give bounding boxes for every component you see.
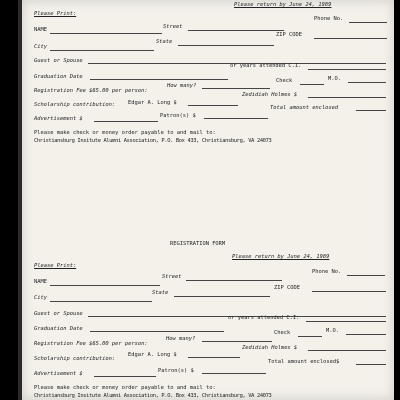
- how-many-label: How many?: [167, 83, 197, 89]
- check-label: Check: [276, 78, 293, 84]
- city-field[interactable]: [50, 301, 152, 302]
- total-enclosed-field[interactable]: [356, 110, 386, 111]
- phone-label: Phone No.: [312, 269, 342, 275]
- please-print-label: Please Print:: [34, 263, 77, 269]
- check-field[interactable]: [298, 336, 322, 337]
- graduation-date-field[interactable]: [90, 79, 228, 80]
- mail-instructions: Please make check or money order payable to and mail to:: [34, 130, 216, 136]
- state-field[interactable]: [174, 296, 270, 297]
- zip-label: ZIP CODE: [274, 285, 300, 291]
- city-label: City: [34, 295, 47, 301]
- registration-fee-label: Registration Fee $65.00 per person:: [34, 88, 148, 94]
- how-many-label: How many?: [166, 336, 196, 342]
- years-attended-label: or years attended C.I.: [230, 63, 302, 69]
- registration-sheet: [22, 0, 394, 400]
- check-field[interactable]: [300, 84, 324, 85]
- name-field[interactable]: [50, 285, 160, 286]
- name-label: NAME: [34, 27, 47, 33]
- state-label: State: [156, 39, 173, 45]
- city-field[interactable]: [50, 50, 154, 51]
- street-field[interactable]: [186, 280, 282, 281]
- patrons-label: Patron(s) $: [160, 113, 196, 119]
- advertisement-label: Advertisement $: [34, 116, 83, 122]
- return-deadline: Please return by June 24, 1989: [234, 2, 332, 8]
- mail-address: Christiansburg Insitute Alumni Association, P.O. Box 433, Christiansburg, VA 24073: [34, 393, 272, 399]
- patrons-field[interactable]: [204, 118, 268, 119]
- check-label: Check: [274, 330, 291, 336]
- zedidiah-holmes-label: Zedidiah Holmes $: [242, 345, 298, 351]
- mo-field[interactable]: [348, 82, 386, 83]
- years-attended-label: or years attended C.I.: [228, 315, 300, 321]
- zedidiah-holmes-field[interactable]: [308, 97, 386, 98]
- name-field[interactable]: [50, 33, 162, 34]
- please-print-label: Please Print:: [34, 11, 77, 17]
- city-label: City: [34, 44, 47, 50]
- total-enclosed-field[interactable]: [356, 364, 386, 365]
- graduation-date-label: Graduation Date: [34, 326, 83, 332]
- state-label: State: [152, 290, 169, 296]
- how-many-field[interactable]: [202, 88, 270, 89]
- mo-label: M.O.: [328, 76, 341, 82]
- how-many-field[interactable]: [202, 341, 272, 342]
- total-enclosed-label: Total amount enclosed: [270, 105, 339, 111]
- graduation-date-field[interactable]: [90, 331, 224, 332]
- scholarship-label: Scholarship contribution:: [34, 102, 116, 108]
- zip-label: ZIP CODE: [276, 32, 302, 38]
- name-label: NAME: [34, 279, 47, 285]
- street-field[interactable]: [188, 30, 284, 31]
- edgar-long-field[interactable]: [188, 105, 238, 106]
- years-attended-field[interactable]: [308, 69, 386, 70]
- advertisement-field[interactable]: [94, 121, 158, 122]
- mail-instructions: Please make check or money order payable to and mail to:: [34, 385, 216, 391]
- return-deadline: Please return by June 24, 1989: [232, 254, 330, 260]
- edgar-long-label: Edgar A. Long $: [128, 352, 177, 358]
- street-label: Street: [163, 24, 183, 30]
- zip-field[interactable]: [312, 291, 386, 292]
- mail-address: Christiansburg Insitute Alumni Association, P.O. Box 433, Christiansburg, VA 24073: [34, 138, 272, 144]
- advertisement-field[interactable]: [94, 376, 156, 377]
- form-title: REGISTRATION FORM: [170, 241, 226, 247]
- mo-field[interactable]: [346, 334, 386, 335]
- phone-label: Phone No.: [314, 16, 344, 22]
- phone-field[interactable]: [347, 275, 385, 276]
- patrons-field[interactable]: [202, 373, 266, 374]
- zip-field[interactable]: [314, 38, 387, 39]
- zedidiah-holmes-label: Zedidiah Holmes $: [242, 92, 298, 98]
- advertisement-label: Advertisement $: [34, 371, 83, 377]
- state-field[interactable]: [178, 45, 274, 46]
- years-attended-field[interactable]: [306, 321, 386, 322]
- guest-label: Guest or Spouse: [34, 58, 83, 64]
- total-enclosed-label: Total amount enclosed$: [268, 359, 340, 365]
- edgar-long-field[interactable]: [188, 357, 240, 358]
- registration-fee-label: Registration Fee $65.00 per person:: [34, 341, 148, 347]
- graduation-date-label: Graduation Date: [34, 74, 83, 80]
- edgar-long-label: Edgar A. Long $: [128, 100, 177, 106]
- scholarship-label: Scholarship contribution:: [34, 356, 116, 362]
- street-label: Street: [162, 274, 182, 280]
- phone-field[interactable]: [349, 22, 387, 23]
- patrons-label: Patron(s) $: [158, 368, 194, 374]
- guest-label: Guest or Spouse: [34, 311, 83, 317]
- zedidiah-holmes-field[interactable]: [308, 350, 386, 351]
- mo-label: M.O.: [326, 328, 339, 334]
